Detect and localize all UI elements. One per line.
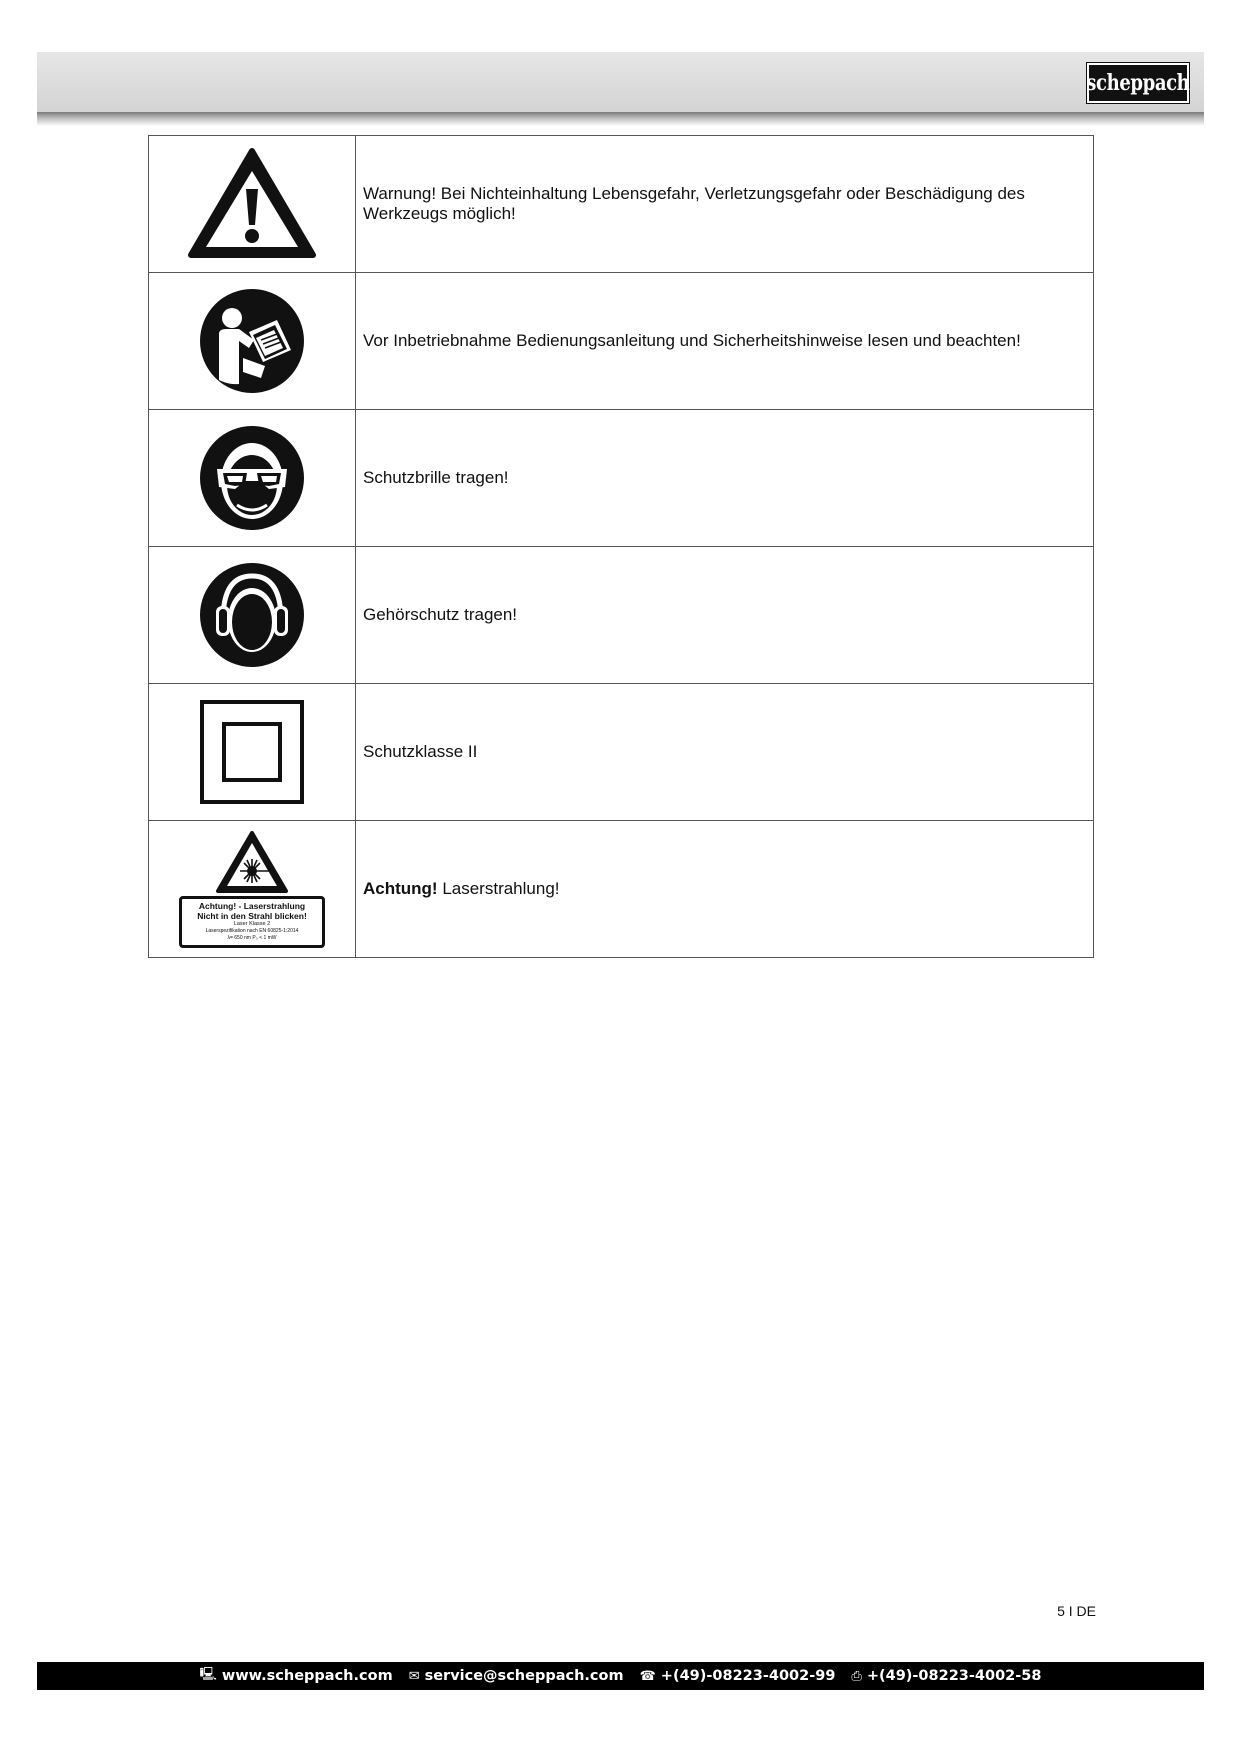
page-number: 5 I DE: [1057, 1603, 1096, 1619]
icon-cell: [149, 273, 356, 410]
laser-warning-icon: [215, 830, 289, 894]
table-row: [149, 136, 1094, 273]
table-row: [149, 684, 1094, 821]
symbol-description: [356, 821, 1094, 958]
fax-number: +(49)-08223-4002-58: [866, 1668, 1042, 1684]
laser-class-label: [179, 896, 325, 948]
phone-number: +(49)-08223-4002-99: [660, 1668, 836, 1684]
header-shadow: [37, 112, 1204, 126]
protection-class-2-icon: [200, 700, 304, 804]
logo-text: scheppach: [1086, 70, 1190, 96]
icon-cell: [149, 684, 356, 821]
symbol-description: Gehörschutz tragen!: [356, 547, 1094, 684]
laser-label-line: Laser Klasse 2: [233, 921, 271, 927]
scheppach-logo: [1087, 63, 1189, 103]
symbol-table: [148, 135, 1094, 958]
symbol-description: Schutzbrille tragen!: [356, 410, 1094, 547]
read-manual-icon: [199, 288, 305, 394]
warning-triangle-icon: [187, 147, 317, 261]
icon-cell: [149, 136, 356, 273]
icon-cell: [149, 410, 356, 547]
laser-label-line: λ= 650 nm P₀ < 1 mW: [227, 935, 277, 941]
email-link[interactable]: service@scheppach.com: [424, 1668, 624, 1684]
icon-cell: [149, 547, 356, 684]
safety-goggles-icon: [199, 425, 305, 531]
footer-fax: [851, 1668, 1041, 1684]
table-row: [149, 410, 1094, 547]
laser-label-line: Nicht in den Strahl blicken!: [197, 911, 307, 921]
symbol-description-rest: Laserstrahlung!: [437, 879, 560, 898]
footer-phone: [640, 1668, 836, 1684]
footer-website[interactable]: [200, 1665, 393, 1687]
phone-icon: ☎: [639, 1668, 656, 1684]
table-row: [149, 547, 1094, 684]
footer-email[interactable]: [409, 1668, 624, 1684]
symbol-description: Warnung! Bei Nichteinhaltung Lebensgefahr, Verletzungsgefahr oder Beschädigung des Werkzeugs möglich!: [356, 136, 1094, 273]
laser-label-line: Laserspezifikation nach EN 60825-1:2014: [205, 928, 299, 934]
page-header: [37, 52, 1204, 114]
symbol-description: Schutzklasse II: [356, 684, 1094, 821]
icon-cell: [149, 821, 356, 958]
symbol-description: Vor Inbetriebnahme Bedienungsanleitung und Sicherheitshinweise lesen und beachten!: [356, 273, 1094, 410]
symbol-description-bold: Achtung!: [363, 879, 438, 898]
laser-label-line: Achtung! - Laserstrahlung: [198, 901, 306, 911]
fax-icon: ⎙: [851, 1668, 862, 1684]
table-row: [149, 273, 1094, 410]
email-icon: ✉: [408, 1668, 420, 1684]
ear-protection-icon: [199, 562, 305, 668]
table-row: [149, 821, 1094, 958]
page-footer: [37, 1662, 1204, 1690]
computer-icon: 🖳: [199, 1667, 217, 1682]
website-link[interactable]: www.scheppach.com: [221, 1668, 393, 1684]
